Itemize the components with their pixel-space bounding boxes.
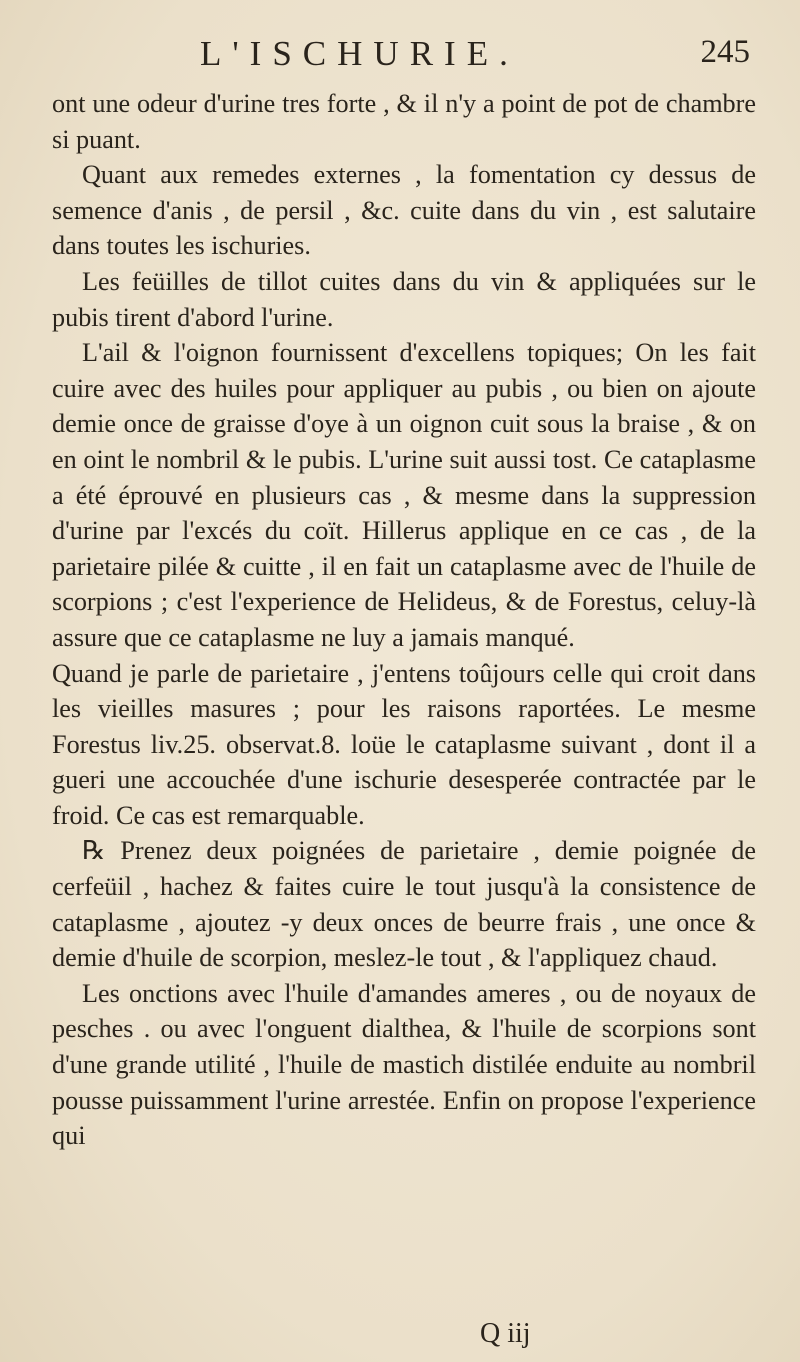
paragraph: Les feüilles de tillot cuites dans du vin & appliquées sur le pubis tirent d'abord l'urine. <box>52 266 756 332</box>
paragraph: Les onctions avec l'huile d'amandes ameres , ou de noyaux de pesches . ou avec l'onguent dialthea, & l'huile de scorpions sont d'une grande utilité , l'huile de mastich distilée enduite au nombril pousse puissamment l'urine arrestée. Enfin on propose l'experience qui <box>52 978 756 1151</box>
signature-mark: Q iij <box>480 1318 531 1349</box>
body-text <box>52 86 756 1154</box>
paragraph: Quant aux remedes externes , la fomentation cy dessus de semence d'anis , de persil , &c. cuite dans du vin , est salutaire dans toutes les ischuries. <box>52 160 756 261</box>
paragraph: L'ail & l'oignon fournissent d'excellens topiques; On les fait cuire avec des huiles pour appliquer au pubis , ou bien on ajoute demie once de graisse d'oye à un oignon cuit sous la braise , & on en oint le nombril & le pubis. L'urine suit aussi tost. Ce cataplasme a été éprouvé en plusieurs cas , & mesme dans la suppression d'urine par l'excés du coït. Hillerus applique en ce cas , de la parietaire pilée & cuitte , il en fait un cataplasme avec de l'huile de scorpions ; c'est l'experience de Helideus, & de Forestus, celuy-là assure que ce cataplasme ne luy a jamais manqué. <box>52 338 756 652</box>
page-number: 245 <box>700 34 750 70</box>
running-title: L'ISCHURIE. <box>200 34 519 73</box>
paragraph: ont une odeur d'urine tres forte , & il n'y a point de pot de chambre si puant. <box>52 89 756 154</box>
running-head <box>60 34 750 74</box>
paragraph: Quand je parle de parietaire , j'entens toûjours celle qui croit dans les vieilles masures ; pour les raisons raportées. Le mesme Forestus liv.25. observat.8. loüe le cataplasme suivant , dont il a gueri une accouchée d'une ischurie desesperée contractée par le froid. Ce cas est remarquable. <box>52 658 756 830</box>
paragraph: ℞ Prenez deux poignées de parietaire , demie poignée de cerfeüil , hachez & faites cuire le tout jusqu'à la consistence de cataplasme , ajoutez -y deux onces de beurre frais , une once & demie d'huile de scorpion, meslez-le tout , & l'appliquez chaud. <box>52 836 756 973</box>
